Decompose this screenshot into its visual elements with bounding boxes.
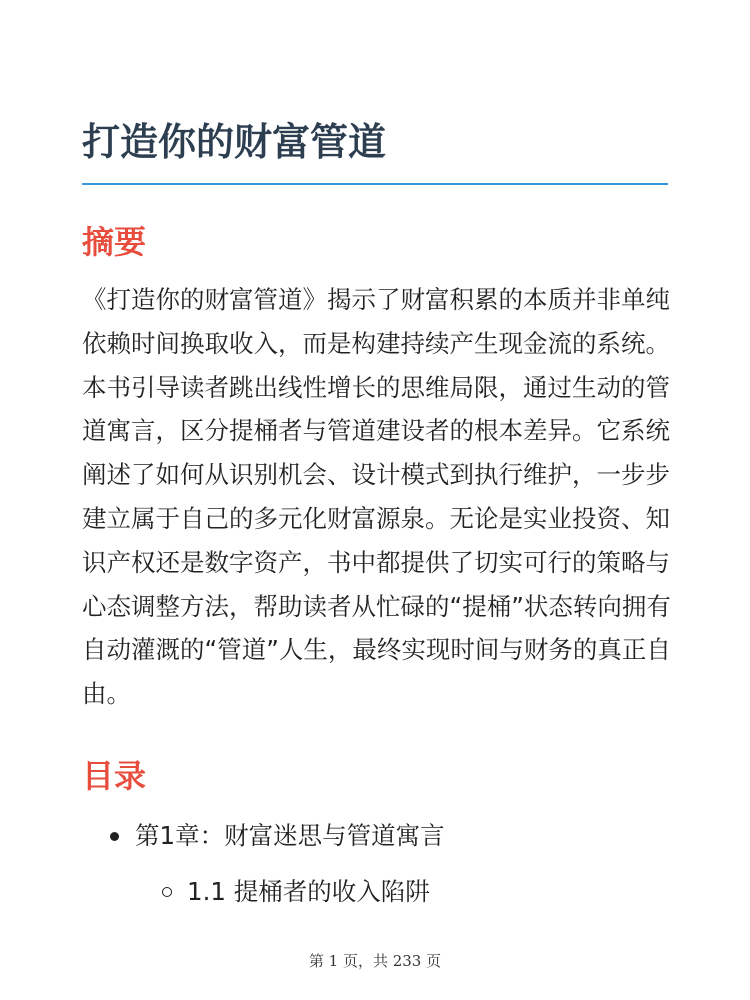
circle-bullet-icon — [162, 887, 172, 897]
toc-chapter-label: 第1章：财富迷思与管道寓言 — [135, 821, 445, 850]
summary-heading: 摘要 — [82, 223, 147, 261]
toc-section-item[interactable] — [162, 874, 430, 910]
document-title: 打造你的财富管道 — [82, 120, 387, 164]
disc-bullet-icon — [110, 832, 119, 841]
title-divider — [82, 183, 668, 185]
toc-chapter-item[interactable] — [110, 818, 445, 854]
page-number-footer: 第 1 页，共 233 页 — [308, 952, 442, 970]
toc-section-label: 1.1 提桶者的收入陷阱 — [187, 877, 430, 906]
toc-heading: 目录 — [82, 757, 147, 795]
summary-paragraph: 《打造你的财富管道》揭示了财富积累的本质并非单纯依赖时间换取收入，而是构建持续产生现金流的系统。本书引导读者跳出线性增长的思维局限，通过生动的管道寓言，区分提桶者与管道建设者的根本差异。它系统阐述了如何从识别机会、设计模式到执行维护，一步步建立属于自己的多元化财富源泉。无论是实业投资、知识产权还是数字资产，书中都提供了切实可行的策略与心态调整方法，帮助读者从忙碌的“提桶”状态转向拥有自动灌溉的“管道”人生，最终实现时间与财务的真正自由。 — [82, 285, 671, 709]
